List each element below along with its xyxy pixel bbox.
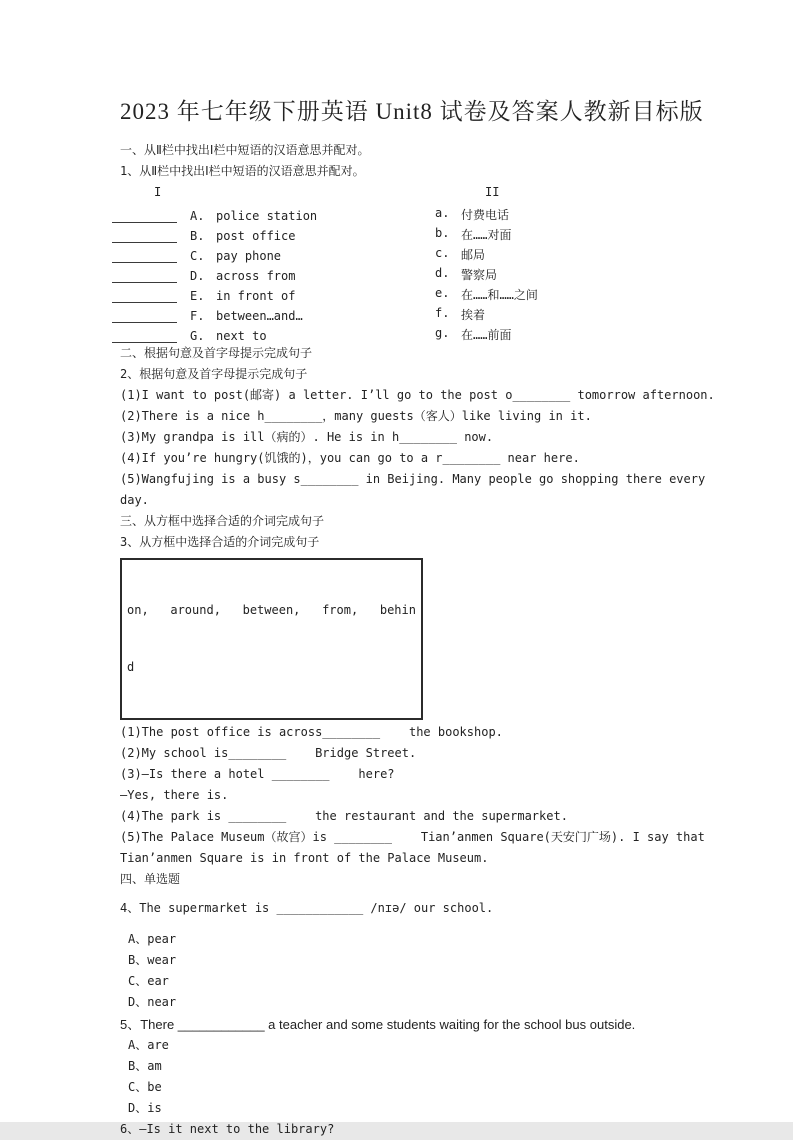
match-left: [190, 309, 435, 323]
option-line: A、pear: [128, 932, 177, 946]
sentence-line: (3)My grandpa is ill（病的）. He is in h________ now.: [120, 430, 494, 444]
match-left: [190, 209, 435, 223]
sentence-line: Tian’anmen Square is in front of the Palace Museum.: [120, 851, 489, 865]
sentence-line: day.: [120, 493, 149, 507]
match-right: [435, 326, 511, 343]
answer-blank: [112, 266, 177, 283]
match-row: [112, 323, 680, 343]
choice-section-heading: 四、单选题: [120, 872, 181, 886]
match-right-meaning: 在……前面: [461, 328, 512, 342]
match-right: [435, 306, 485, 323]
first-letter-section-heading: 二、根据句意及首字母提示完成句子: [120, 346, 313, 360]
match-right-letter: d.: [435, 266, 450, 280]
match-left-phrase: across from: [216, 269, 296, 283]
match-right-meaning: 在……和……之间: [461, 288, 538, 302]
match-right-letter: f.: [435, 306, 450, 320]
option-line: B、am: [128, 1059, 162, 1073]
sentence-line: (3)—Is there a hotel ________ here?: [120, 767, 395, 781]
match-row: [112, 283, 680, 303]
match-right: [435, 266, 497, 283]
document-content: [120, 97, 715, 1140]
sentence-line: (4)The park is ________ the restaurant and the supermarket.: [120, 809, 568, 823]
question-5: [120, 1014, 680, 1035]
match-row: [112, 243, 680, 263]
answer-blank: [112, 206, 177, 223]
option-line: A、are: [128, 1038, 169, 1052]
question-number: 6、: [120, 1122, 140, 1136]
preposition-word-box: [120, 558, 423, 720]
match-right: [435, 286, 538, 303]
match-left-phrase: next to: [216, 329, 267, 343]
question-number: 5、: [120, 1017, 141, 1032]
match-right-meaning: 在……对面: [461, 228, 512, 242]
sentence-line: (1)The post office is across________ the bookshop.: [120, 725, 503, 739]
question-4: [120, 898, 680, 919]
matching-section-subheading: 1、从Ⅱ栏中找出Ⅰ栏中短语的汉语意思并配对。: [120, 164, 365, 178]
match-right-letter: e.: [435, 286, 450, 300]
match-row: [112, 203, 680, 223]
match-right-letter: a.: [435, 206, 450, 220]
answer-blank: [112, 286, 177, 303]
first-letter-section-subheading: 2、根据句意及首字母提示完成句子: [120, 367, 308, 381]
match-right-letter: b.: [435, 226, 450, 240]
preposition-box-line: on, around, between, from, behin: [127, 603, 416, 617]
sentence-line: (2)My school is________ Bridge Street.: [120, 746, 417, 760]
match-left: [190, 289, 435, 303]
match-right: [435, 206, 509, 223]
prepositions-section-subheading: 3、从方框中选择合适的介词完成句子: [120, 535, 320, 549]
sentence-line: (5)Wangfujing is a busy s________ in Beijing. Many people go shopping there every: [120, 472, 706, 486]
column-right-header: II: [485, 185, 500, 199]
match-row: [112, 223, 680, 243]
question-number: 4、: [120, 901, 140, 915]
prepositions-section-heading: 三、从方框中选择合适的介词完成句子: [120, 514, 325, 528]
match-left-phrase: pay phone: [216, 249, 282, 263]
matching-column-headers: [120, 182, 680, 203]
sentence-line: —Yes, there is.: [120, 788, 229, 802]
match-right-meaning: 警察局: [461, 268, 498, 282]
sentence-line: (4)If you’re hungry(饥饿的)，you can go to a r________ near here.: [120, 451, 580, 465]
answer-blank: [112, 306, 177, 323]
option-line: B、wear: [128, 953, 177, 967]
match-right-meaning: 邮局: [461, 248, 486, 262]
sentence-line: (2)There is a nice h________，many guests（客人）like living in it.: [120, 409, 592, 423]
match-left: [190, 229, 435, 243]
match-right: [435, 246, 485, 263]
option-line: D、near: [128, 995, 177, 1009]
option-line: D、is: [128, 1101, 162, 1115]
matching-section-heading: 一、从Ⅱ栏中找出Ⅰ栏中短语的汉语意思并配对。: [120, 143, 370, 157]
match-left: [190, 269, 435, 283]
match-row: [112, 263, 680, 283]
match-left-letter: E.: [190, 289, 205, 303]
document-title: 2023 年七年级下册英语 Unit8 试卷及答案人教新目标版: [120, 99, 704, 124]
sentence-line: (5)The Palace Museum（故宫）is ________ Tian’anmen Square(天安门广场). I say that: [120, 830, 705, 844]
question-text: There ____________ a teacher and some students waiting for the school bus outside.: [140, 1017, 636, 1032]
answer-blank: [112, 226, 177, 243]
answer-blank: [112, 246, 177, 263]
match-left-letter: A.: [190, 209, 205, 223]
answer-blank: [112, 326, 177, 343]
match-left-letter: G.: [190, 329, 205, 343]
match-left-letter: F.: [190, 309, 205, 323]
match-right-letter: c.: [435, 246, 450, 260]
match-left: [190, 249, 435, 263]
column-left-header: I: [154, 185, 162, 199]
match-left-phrase: post office: [216, 229, 296, 243]
match-right-letter: g.: [435, 326, 450, 340]
match-left-letter: C.: [190, 249, 205, 263]
option-line: C、be: [128, 1080, 162, 1094]
match-left-letter: B.: [190, 229, 205, 243]
sentence-line: (1)I want to post(邮寄) a letter. I’ll go to the post o________ tomorrow afternoon.: [120, 388, 715, 402]
option-line: C、ear: [128, 974, 169, 988]
question-6: [120, 1119, 680, 1140]
match-row: [112, 303, 680, 323]
preposition-box-line: d: [127, 660, 135, 674]
match-right-meaning: 付费电话: [461, 208, 510, 222]
match-left-letter: D.: [190, 269, 205, 283]
match-left-phrase: between…and…: [216, 309, 303, 323]
question-text: The supermarket is ____________ /nɪə/ our school.: [139, 901, 494, 915]
match-left-phrase: in front of: [216, 289, 296, 303]
match-right-meaning: 挨着: [461, 308, 486, 322]
match-left-phrase: police station: [216, 209, 318, 223]
question-text: —Is it next to the library?: [139, 1122, 335, 1136]
match-right: [435, 226, 511, 243]
match-left: [190, 329, 435, 343]
